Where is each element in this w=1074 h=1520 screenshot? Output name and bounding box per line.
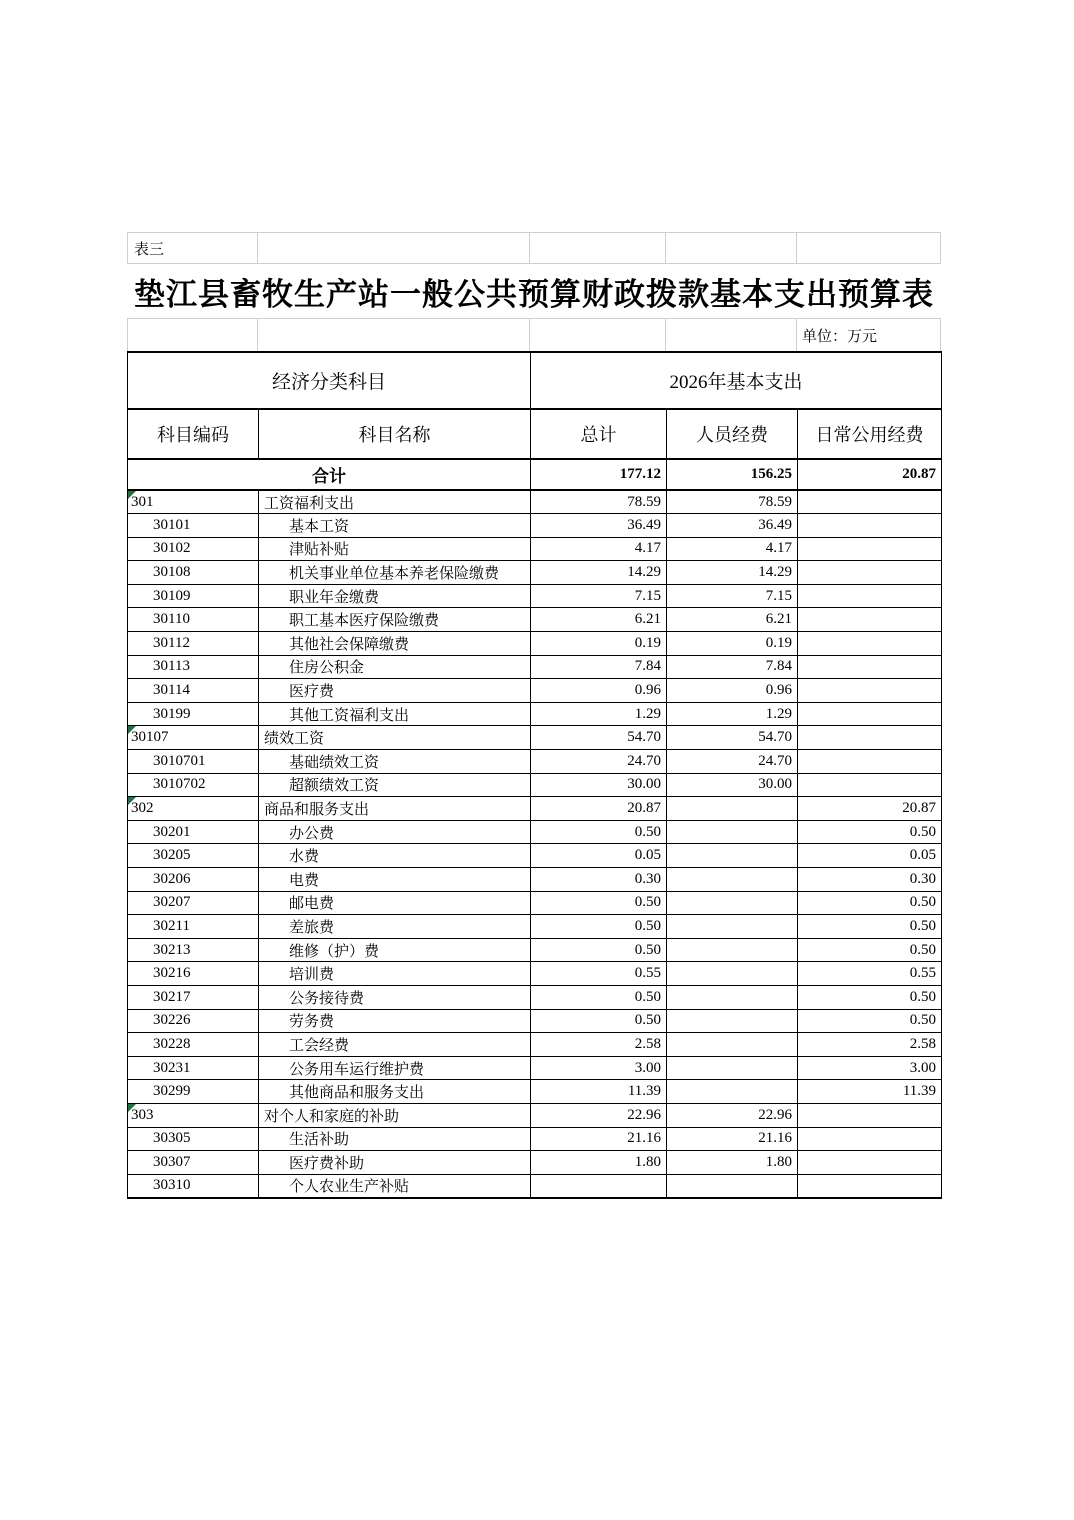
- total-cell: 0.50: [531, 938, 667, 962]
- subject-code-cell: 30213: [128, 938, 259, 962]
- subject-code-cell: 30108: [128, 561, 259, 585]
- empty-cell: [797, 233, 941, 263]
- table-row: [128, 584, 942, 608]
- subject-name-cell: 基础绩效工资: [259, 750, 531, 774]
- total-cell: 0.30: [531, 868, 667, 892]
- table-row: [128, 915, 942, 939]
- daily-cell: 2.58: [798, 1033, 942, 1057]
- table-row: [128, 1009, 942, 1033]
- total-cell: 0.96: [531, 679, 667, 703]
- subject-code-cell: 3010702: [128, 773, 259, 797]
- subject-name-cell: 超额绩效工资: [259, 773, 531, 797]
- subject-name-cell: 工资福利支出: [259, 490, 531, 514]
- subject-code-cell: 30231: [128, 1056, 259, 1080]
- error-flag-icon: [128, 491, 136, 499]
- table-row: [128, 797, 942, 821]
- subject-name-cell: 差旅费: [259, 915, 531, 939]
- total-daily-value: 20.87: [798, 459, 942, 490]
- subject-code-cell: 30113: [128, 655, 259, 679]
- col-header-name: 科目名称: [259, 409, 531, 459]
- daily-cell: 0.50: [798, 985, 942, 1009]
- personnel-cell: [667, 1174, 798, 1198]
- subject-code-cell: 30201: [128, 820, 259, 844]
- subject-code-cell: 30109: [128, 584, 259, 608]
- subject-code-cell: 30217: [128, 985, 259, 1009]
- subject-code-cell: 30305: [128, 1127, 259, 1151]
- personnel-cell: 0.19: [667, 632, 798, 656]
- total-cell: 14.29: [531, 561, 667, 585]
- total-cell: 22.96: [531, 1103, 667, 1127]
- personnel-cell: 22.96: [667, 1103, 798, 1127]
- subject-name-cell: 绩效工资: [259, 726, 531, 750]
- daily-cell: 11.39: [798, 1080, 942, 1104]
- personnel-cell: [667, 1009, 798, 1033]
- total-cell: 0.50: [531, 820, 667, 844]
- empty-cell: [530, 319, 666, 351]
- subject-name-cell: 商品和服务支出: [259, 797, 531, 821]
- subject-code-cell: 3010701: [128, 750, 259, 774]
- subject-code-cell: 303: [128, 1103, 259, 1127]
- subject-code-cell: 301: [128, 490, 259, 514]
- col-header-code: 科目编码: [128, 409, 259, 459]
- total-cell: 0.05: [531, 844, 667, 868]
- total-cell: 0.50: [531, 985, 667, 1009]
- daily-cell: [798, 726, 942, 750]
- subject-name-cell: 个人农业生产补贴: [259, 1174, 531, 1198]
- total-label: 合计: [128, 459, 531, 490]
- total-cell: 0.50: [531, 891, 667, 915]
- personnel-cell: [667, 985, 798, 1009]
- table-row: [128, 1127, 942, 1151]
- table-row: [128, 985, 942, 1009]
- table-row: [128, 608, 942, 632]
- subject-name-cell: 职业年金缴费: [259, 584, 531, 608]
- personnel-cell: [667, 1033, 798, 1057]
- total-sum-value: 177.12: [531, 459, 667, 490]
- daily-cell: [798, 1127, 942, 1151]
- subject-name-cell: 电费: [259, 868, 531, 892]
- subject-code-cell: 30107: [128, 726, 259, 750]
- error-flag-icon: [128, 726, 136, 734]
- budget-sheet: [127, 232, 941, 1199]
- table-row: [128, 1174, 942, 1198]
- daily-cell: [798, 608, 942, 632]
- daily-cell: 0.50: [798, 1009, 942, 1033]
- subject-name-cell: 办公费: [259, 820, 531, 844]
- daily-cell: [798, 1151, 942, 1175]
- table-row: [128, 490, 942, 514]
- subject-name-cell: 劳务费: [259, 1009, 531, 1033]
- table-row: [128, 1151, 942, 1175]
- subject-code-cell: 30299: [128, 1080, 259, 1104]
- personnel-cell: 24.70: [667, 750, 798, 774]
- daily-cell: [798, 702, 942, 726]
- table-row: [128, 679, 942, 703]
- subject-code-cell: 30101: [128, 514, 259, 538]
- empty-cell: [666, 319, 797, 351]
- personnel-cell: [667, 891, 798, 915]
- table-row: [128, 1033, 942, 1057]
- daily-cell: [798, 750, 942, 774]
- subject-name-cell: 对个人和家庭的补助: [259, 1103, 531, 1127]
- daily-cell: [798, 537, 942, 561]
- empty-cell: [530, 233, 666, 263]
- col-header-daily: 日常公用经费: [798, 409, 942, 459]
- table-row: [128, 820, 942, 844]
- daily-cell: [798, 514, 942, 538]
- personnel-cell: 78.59: [667, 490, 798, 514]
- table-row: [128, 891, 942, 915]
- total-cell: 54.70: [531, 726, 667, 750]
- personnel-cell: [667, 1080, 798, 1104]
- subject-code-cell: 30307: [128, 1151, 259, 1175]
- personnel-cell: 1.80: [667, 1151, 798, 1175]
- total-cell: 1.80: [531, 1151, 667, 1175]
- total-row: [128, 459, 942, 490]
- subject-code-cell: 30207: [128, 891, 259, 915]
- error-flag-icon: [128, 797, 136, 805]
- personnel-cell: 7.84: [667, 655, 798, 679]
- unit-note-row: [127, 318, 941, 351]
- personnel-cell: 30.00: [667, 773, 798, 797]
- total-cell: 7.84: [531, 655, 667, 679]
- table-row: [128, 868, 942, 892]
- subject-code-cell: 30310: [128, 1174, 259, 1198]
- subject-name-cell: 基本工资: [259, 514, 531, 538]
- subject-name-cell: 工会经费: [259, 1033, 531, 1057]
- subject-code-cell: 30226: [128, 1009, 259, 1033]
- table-row: [128, 655, 942, 679]
- subject-name-cell: 机关事业单位基本养老保险缴费: [259, 561, 531, 585]
- daily-cell: [798, 773, 942, 797]
- total-cell: 11.39: [531, 1080, 667, 1104]
- budget-table: [127, 351, 942, 1199]
- subject-name-cell: 公务用车运行维护费: [259, 1056, 531, 1080]
- subject-name-cell: 医疗费: [259, 679, 531, 703]
- personnel-cell: 36.49: [667, 514, 798, 538]
- daily-cell: [798, 632, 942, 656]
- daily-cell: [798, 561, 942, 585]
- total-cell: 20.87: [531, 797, 667, 821]
- total-cell: 0.19: [531, 632, 667, 656]
- table-row: [128, 773, 942, 797]
- subject-name-cell: 其他工资福利支出: [259, 702, 531, 726]
- subject-code-cell: 302: [128, 797, 259, 821]
- total-cell: 24.70: [531, 750, 667, 774]
- subject-name-cell: 医疗费补助: [259, 1151, 531, 1175]
- personnel-cell: 21.16: [667, 1127, 798, 1151]
- subject-code-cell: 30199: [128, 702, 259, 726]
- daily-cell: 0.30: [798, 868, 942, 892]
- total-cell: 3.00: [531, 1056, 667, 1080]
- personnel-cell: 54.70: [667, 726, 798, 750]
- table-row: [128, 632, 942, 656]
- table-row: [128, 537, 942, 561]
- daily-cell: [798, 1174, 942, 1198]
- subject-name-cell: 生活补助: [259, 1127, 531, 1151]
- total-cell: 0.50: [531, 1009, 667, 1033]
- daily-cell: 0.05: [798, 844, 942, 868]
- personnel-cell: [667, 962, 798, 986]
- daily-cell: 0.50: [798, 820, 942, 844]
- subject-name-cell: 邮电费: [259, 891, 531, 915]
- table-row: [128, 726, 942, 750]
- personnel-cell: [667, 1056, 798, 1080]
- personnel-cell: [667, 868, 798, 892]
- table-row: [128, 962, 942, 986]
- subject-name-cell: 其他社会保障缴费: [259, 632, 531, 656]
- total-cell: 78.59: [531, 490, 667, 514]
- subject-code-cell: 30211: [128, 915, 259, 939]
- empty-cell: [258, 233, 530, 263]
- unit-note: 单位：万元: [797, 319, 941, 351]
- total-cell: 21.16: [531, 1127, 667, 1151]
- daily-cell: 0.55: [798, 962, 942, 986]
- table-row: [128, 1080, 942, 1104]
- empty-cell: [258, 319, 530, 351]
- group-header-basic-expenditure: 2026年基本支出: [531, 352, 942, 409]
- total-cell: 6.21: [531, 608, 667, 632]
- group-header-classification: 经济分类科目: [128, 352, 531, 409]
- daily-cell: 0.50: [798, 915, 942, 939]
- subject-name-cell: 维修（护）费: [259, 938, 531, 962]
- subject-code-cell: 30102: [128, 537, 259, 561]
- total-cell: 2.58: [531, 1033, 667, 1057]
- daily-cell: 3.00: [798, 1056, 942, 1080]
- subject-code-cell: 30205: [128, 844, 259, 868]
- daily-cell: [798, 490, 942, 514]
- personnel-cell: 14.29: [667, 561, 798, 585]
- personnel-cell: [667, 797, 798, 821]
- table-row: [128, 938, 942, 962]
- subject-name-cell: 津贴补贴: [259, 537, 531, 561]
- table-row: [128, 1056, 942, 1080]
- table-row: [128, 844, 942, 868]
- daily-cell: [798, 584, 942, 608]
- column-header-row: [128, 409, 942, 459]
- subject-code-cell: 30110: [128, 608, 259, 632]
- daily-cell: [798, 679, 942, 703]
- personnel-cell: 6.21: [667, 608, 798, 632]
- error-flag-icon: [128, 1104, 136, 1112]
- subject-code-cell: 30114: [128, 679, 259, 703]
- total-cell: 1.29: [531, 702, 667, 726]
- personnel-cell: 7.15: [667, 584, 798, 608]
- total-cell: 30.00: [531, 773, 667, 797]
- personnel-cell: [667, 938, 798, 962]
- sheet-label: 表三: [127, 233, 258, 263]
- table-row: [128, 561, 942, 585]
- page-title: 垫江县畜牧生产站一般公共预算财政拨款基本支出预算表: [127, 263, 941, 318]
- subject-code-cell: 30206: [128, 868, 259, 892]
- total-cell: 0.50: [531, 915, 667, 939]
- table-row: [128, 702, 942, 726]
- subject-name-cell: 住房公积金: [259, 655, 531, 679]
- empty-cell: [127, 319, 258, 351]
- daily-cell: 0.50: [798, 891, 942, 915]
- sheet-label-row: [127, 232, 941, 263]
- subject-code-cell: 30216: [128, 962, 259, 986]
- table-row: [128, 750, 942, 774]
- total-cell: 4.17: [531, 537, 667, 561]
- subject-code-cell: 30112: [128, 632, 259, 656]
- subject-name-cell: 公务接待费: [259, 985, 531, 1009]
- col-header-personnel: 人员经费: [667, 409, 798, 459]
- total-cell: 36.49: [531, 514, 667, 538]
- subject-name-cell: 其他商品和服务支出: [259, 1080, 531, 1104]
- total-cell: 7.15: [531, 584, 667, 608]
- group-header-row: [128, 352, 942, 409]
- subject-code-cell: 30228: [128, 1033, 259, 1057]
- empty-cell: [666, 233, 797, 263]
- personnel-cell: [667, 915, 798, 939]
- total-cell: 0.55: [531, 962, 667, 986]
- subject-name-cell: 职工基本医疗保险缴费: [259, 608, 531, 632]
- total-personnel-value: 156.25: [667, 459, 798, 490]
- budget-table-body: [128, 490, 942, 1198]
- daily-cell: 20.87: [798, 797, 942, 821]
- personnel-cell: 4.17: [667, 537, 798, 561]
- personnel-cell: [667, 844, 798, 868]
- daily-cell: 0.50: [798, 938, 942, 962]
- col-header-total: 总计: [531, 409, 667, 459]
- table-row: [128, 1103, 942, 1127]
- personnel-cell: 0.96: [667, 679, 798, 703]
- subject-name-cell: 水费: [259, 844, 531, 868]
- table-row: [128, 514, 942, 538]
- daily-cell: [798, 1103, 942, 1127]
- personnel-cell: 1.29: [667, 702, 798, 726]
- total-cell: [531, 1174, 667, 1198]
- daily-cell: [798, 655, 942, 679]
- personnel-cell: [667, 820, 798, 844]
- subject-name-cell: 培训费: [259, 962, 531, 986]
